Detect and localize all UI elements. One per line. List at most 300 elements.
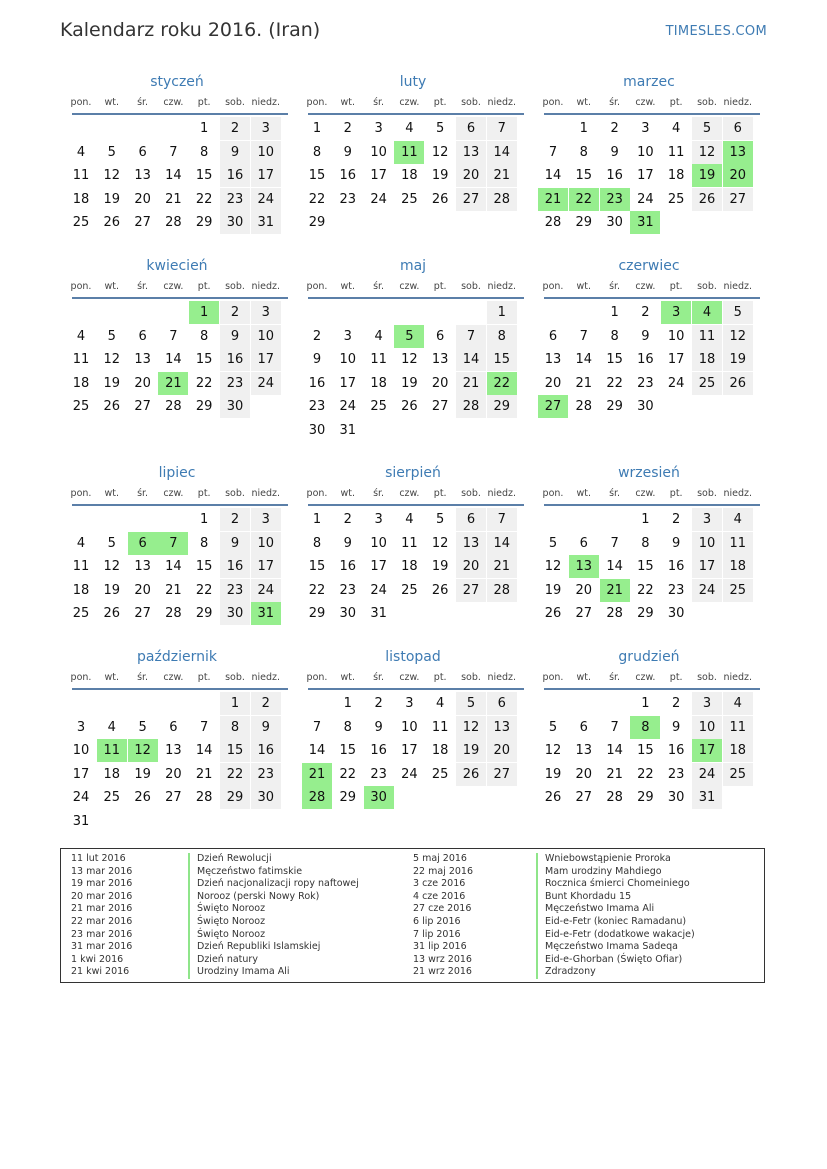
day-cell[interactable]: 4 [405,512,414,527]
day-cell[interactable]: 30 [606,215,623,230]
day-cell[interactable]: 12 [456,716,486,739]
day-cell[interactable]: 17 [692,739,722,762]
day-cell[interactable]: 11 [431,719,449,735]
day-cell[interactable]: 6 [128,532,158,555]
day-cell[interactable]: 10 [401,719,418,735]
day-cell[interactable]: 3 [251,508,281,531]
day-cell[interactable]: 25 [72,606,90,621]
day-cell[interactable]: 15 [308,168,326,183]
day-cell[interactable]: 29 [195,399,213,414]
day-cell[interactable]: 25 [401,191,418,207]
day-cell[interactable]: 3 [661,301,691,324]
day-cell[interactable]: 28 [456,395,486,418]
day-cell[interactable]: 25 [723,763,753,786]
day-cell[interactable]: 26 [401,399,418,414]
day-cell[interactable]: 6 [138,144,147,160]
day-cell[interactable]: 28 [487,579,517,602]
day-cell[interactable]: 31 [370,606,387,621]
day-cell[interactable]: 28 [165,215,182,230]
day-cell[interactable]: 10 [370,144,387,160]
day-cell[interactable]: 11 [723,716,753,739]
day-cell[interactable]: 5 [107,535,116,551]
day-cell[interactable]: 3 [251,117,281,140]
day-cell[interactable]: 14 [544,168,562,183]
day-cell[interactable]: 19 [456,739,486,762]
day-cell[interactable]: 1 [312,121,322,136]
day-cell[interactable]: 16 [251,739,281,762]
day-cell[interactable]: 7 [548,144,558,160]
day-cell[interactable]: 23 [637,375,654,391]
day-cell[interactable]: 27 [723,188,753,211]
day-cell[interactable]: 20 [165,766,182,782]
day-cell[interactable]: 9 [374,719,383,735]
day-cell[interactable]: 5 [723,301,753,324]
day-cell[interactable]: 30 [308,422,326,438]
day-cell[interactable]: 3 [251,301,281,324]
day-cell[interactable]: 21 [575,375,593,391]
day-cell[interactable]: 11 [667,144,685,160]
day-cell[interactable]: 22 [637,582,654,598]
day-cell[interactable]: 20 [431,375,449,391]
day-cell[interactable]: 30 [667,606,685,621]
day-cell[interactable]: 8 [641,535,650,551]
day-cell[interactable]: 21 [302,763,332,786]
day-cell[interactable]: 22 [195,375,213,391]
day-cell[interactable]: 18 [370,375,387,391]
day-cell[interactable]: 4 [692,301,722,324]
day-cell[interactable]: 4 [374,328,383,344]
day-cell[interactable]: 13 [456,532,486,555]
day-cell[interactable]: 15 [637,743,654,758]
day-cell[interactable]: 31 [251,211,281,234]
day-cell[interactable]: 10 [370,535,387,551]
day-cell[interactable]: 20 [134,582,151,598]
day-cell[interactable]: 13 [487,716,517,739]
day-cell[interactable]: 27 [575,790,593,805]
day-cell[interactable]: 28 [195,790,213,805]
day-cell[interactable]: 14 [456,348,486,371]
day-cell[interactable]: 23 [667,582,685,598]
day-cell[interactable]: 30 [220,395,250,418]
day-cell[interactable]: 5 [436,121,445,136]
day-cell[interactable]: 26 [544,606,562,621]
day-cell[interactable]: 12 [544,559,562,574]
day-cell[interactable]: 7 [312,719,322,735]
day-cell[interactable]: 29 [637,790,654,805]
day-cell[interactable]: 4 [76,535,86,551]
day-cell[interactable]: 24 [637,191,654,207]
day-cell[interactable]: 4 [76,144,86,160]
day-cell[interactable]: 24 [692,763,722,786]
day-cell[interactable]: 5 [107,144,116,160]
day-cell[interactable]: 28 [544,215,562,230]
day-cell[interactable]: 18 [667,168,685,183]
day-cell[interactable]: 14 [165,352,182,367]
day-cell[interactable]: 6 [579,719,588,735]
day-cell[interactable]: 15 [487,348,517,371]
day-cell[interactable]: 15 [308,559,326,574]
day-cell[interactable]: 15 [637,559,654,574]
day-cell[interactable]: 28 [487,188,517,211]
day-cell[interactable]: 18 [723,555,753,578]
day-cell[interactable]: 22 [339,766,357,782]
day-cell[interactable]: 7 [169,328,178,344]
day-cell[interactable]: 21 [165,191,182,207]
day-cell[interactable]: 26 [134,790,151,805]
day-cell[interactable]: 1 [487,301,517,324]
day-cell[interactable]: 18 [103,766,121,782]
day-cell[interactable]: 16 [308,375,326,391]
day-cell[interactable]: 20 [544,375,562,391]
day-cell[interactable]: 16 [667,743,685,758]
day-cell[interactable]: 5 [548,719,558,735]
day-cell[interactable]: 24 [692,579,722,602]
day-cell[interactable]: 8 [200,328,209,344]
day-cell[interactable]: 3 [374,121,383,136]
day-cell[interactable]: 1 [220,692,250,715]
day-cell[interactable]: 6 [487,692,517,715]
day-cell[interactable]: 12 [401,352,418,367]
day-cell[interactable]: 15 [220,739,250,762]
day-cell[interactable]: 5 [107,328,116,344]
day-cell[interactable]: 23 [600,188,630,211]
day-cell[interactable]: 2 [610,121,619,136]
day-cell[interactable]: 19 [103,582,121,598]
day-cell[interactable]: 20 [575,766,593,782]
day-cell[interactable]: 31 [251,602,281,625]
day-cell[interactable]: 15 [606,352,623,367]
day-cell[interactable]: 16 [637,352,654,367]
day-cell[interactable]: 16 [667,559,685,574]
day-cell[interactable]: 2 [220,301,250,324]
day-cell[interactable]: 18 [401,559,418,574]
day-cell[interactable]: 8 [220,716,250,739]
day-cell[interactable]: 22 [195,191,213,207]
day-cell[interactable]: 27 [538,395,568,418]
day-cell[interactable]: 20 [487,739,517,762]
day-cell[interactable]: 24 [251,372,281,395]
day-cell[interactable]: 27 [134,215,151,230]
day-cell[interactable]: 15 [195,352,213,367]
day-cell[interactable]: 23 [251,763,281,786]
day-cell[interactable]: 12 [431,535,449,551]
day-cell[interactable]: 22 [487,372,517,395]
day-cell[interactable]: 2 [220,508,250,531]
day-cell[interactable]: 22 [606,375,623,391]
day-cell[interactable]: 13 [569,555,599,578]
day-cell[interactable]: 11 [723,532,753,555]
day-cell[interactable]: 30 [637,399,654,414]
day-cell[interactable]: 11 [72,352,90,367]
day-cell[interactable]: 16 [339,168,357,183]
day-cell[interactable]: 16 [339,559,357,574]
day-cell[interactable]: 12 [103,559,121,574]
day-cell[interactable]: 25 [103,790,121,805]
day-cell[interactable]: 2 [672,512,681,527]
day-cell[interactable]: 27 [431,399,449,414]
day-cell[interactable]: 8 [610,328,619,344]
day-cell[interactable]: 4 [672,121,681,136]
day-cell[interactable]: 17 [251,555,281,578]
day-cell[interactable]: 23 [308,399,326,414]
day-cell[interactable]: 26 [431,191,449,207]
day-cell[interactable]: 7 [579,328,588,344]
day-cell[interactable]: 14 [165,559,182,574]
day-cell[interactable]: 22 [569,188,599,211]
day-cell[interactable]: 20 [456,164,486,187]
day-cell[interactable]: 24 [667,375,685,391]
day-cell[interactable]: 26 [103,399,121,414]
day-cell[interactable]: 17 [251,348,281,371]
day-cell[interactable]: 8 [312,144,322,160]
day-cell[interactable]: 26 [431,582,449,598]
day-cell[interactable]: 29 [195,606,213,621]
day-cell[interactable]: 29 [575,215,593,230]
day-cell[interactable]: 16 [220,555,250,578]
day-cell[interactable]: 21 [158,372,188,395]
day-cell[interactable]: 8 [312,535,322,551]
day-cell[interactable]: 29 [308,606,326,621]
day-cell[interactable]: 9 [672,719,681,735]
day-cell[interactable]: 31 [630,211,660,234]
day-cell[interactable]: 19 [723,348,753,371]
day-cell[interactable]: 10 [251,532,281,555]
brand-link[interactable]: TIMESLES.COM [665,24,767,39]
day-cell[interactable]: 1 [579,121,588,136]
day-cell[interactable]: 25 [72,215,90,230]
day-cell[interactable]: 29 [606,399,623,414]
day-cell[interactable]: 10 [692,716,722,739]
day-cell[interactable]: 1 [641,696,650,711]
day-cell[interactable]: 3 [374,512,383,527]
day-cell[interactable]: 5 [138,719,147,735]
day-cell[interactable]: 9 [220,325,250,348]
day-cell[interactable]: 7 [610,719,619,735]
day-cell[interactable]: 18 [401,168,418,183]
day-cell[interactable]: 9 [672,535,681,551]
day-cell[interactable]: 23 [370,766,387,782]
day-cell[interactable]: 30 [251,786,281,809]
day-cell[interactable]: 8 [200,144,209,160]
day-cell[interactable]: 19 [401,375,418,391]
day-cell[interactable]: 13 [134,559,151,574]
day-cell[interactable]: 10 [692,532,722,555]
day-cell[interactable]: 3 [343,328,352,344]
day-cell[interactable]: 16 [220,164,250,187]
day-cell[interactable]: 27 [134,606,151,621]
day-cell[interactable]: 1 [610,305,619,320]
day-cell[interactable]: 15 [575,168,593,183]
day-cell[interactable]: 11 [692,325,722,348]
day-cell[interactable]: 26 [103,606,121,621]
day-cell[interactable]: 10 [637,144,654,160]
day-cell[interactable]: 19 [134,766,151,782]
day-cell[interactable]: 4 [723,692,753,715]
day-cell[interactable]: 19 [431,559,449,574]
day-cell[interactable]: 20 [723,164,753,187]
day-cell[interactable]: 11 [401,535,418,551]
day-cell[interactable]: 26 [544,790,562,805]
day-cell[interactable]: 16 [606,168,623,183]
day-cell[interactable]: 27 [575,606,593,621]
day-cell[interactable]: 22 [195,582,213,598]
day-cell[interactable]: 7 [487,117,517,140]
day-cell[interactable]: 31 [692,786,722,809]
day-cell[interactable]: 25 [723,579,753,602]
day-cell[interactable]: 10 [667,328,685,344]
day-cell[interactable]: 14 [606,743,623,758]
day-cell[interactable]: 28 [575,399,593,414]
day-cell[interactable]: 11 [72,559,90,574]
day-cell[interactable]: 6 [436,328,445,344]
day-cell[interactable]: 24 [370,191,387,207]
day-cell[interactable]: 3 [641,121,650,136]
day-cell[interactable]: 24 [339,399,357,414]
day-cell[interactable]: 28 [165,606,182,621]
day-cell[interactable]: 26 [103,215,121,230]
day-cell[interactable]: 30 [364,786,394,809]
day-cell[interactable]: 18 [72,375,90,391]
day-cell[interactable]: 8 [343,719,352,735]
day-cell[interactable]: 21 [538,188,568,211]
day-cell[interactable]: 22 [308,582,326,598]
day-cell[interactable]: 8 [200,535,209,551]
day-cell[interactable]: 6 [456,508,486,531]
day-cell[interactable]: 12 [431,144,449,160]
day-cell[interactable]: 20 [134,375,151,391]
day-cell[interactable]: 4 [405,121,414,136]
day-cell[interactable]: 23 [339,582,357,598]
day-cell[interactable]: 13 [431,352,449,367]
day-cell[interactable]: 17 [370,168,387,183]
day-cell[interactable]: 20 [575,582,593,598]
day-cell[interactable]: 4 [107,719,116,735]
day-cell[interactable]: 14 [308,743,326,758]
day-cell[interactable]: 28 [606,790,623,805]
day-cell[interactable]: 27 [487,763,517,786]
day-cell[interactable]: 24 [401,766,418,782]
day-cell[interactable]: 29 [339,790,357,805]
day-cell[interactable]: 5 [456,692,486,715]
day-cell[interactable]: 5 [436,512,445,527]
day-cell[interactable]: 30 [339,606,357,621]
day-cell[interactable]: 14 [575,352,593,367]
day-cell[interactable]: 26 [692,188,722,211]
day-cell[interactable]: 22 [220,763,250,786]
day-cell[interactable]: 26 [723,372,753,395]
day-cell[interactable]: 14 [165,168,182,183]
day-cell[interactable]: 13 [134,352,151,367]
day-cell[interactable]: 5 [394,325,424,348]
day-cell[interactable]: 16 [220,348,250,371]
day-cell[interactable]: 21 [606,766,623,782]
day-cell[interactable]: 4 [723,508,753,531]
day-cell[interactable]: 19 [544,766,562,782]
day-cell[interactable]: 4 [436,696,445,711]
day-cell[interactable]: 11 [97,739,127,762]
day-cell[interactable]: 17 [667,352,685,367]
day-cell[interactable]: 25 [431,766,449,782]
day-cell[interactable]: 11 [394,141,424,164]
day-cell[interactable]: 31 [72,813,90,829]
day-cell[interactable]: 2 [312,328,322,344]
day-cell[interactable]: 21 [456,372,486,395]
day-cell[interactable]: 9 [610,144,619,160]
day-cell[interactable]: 2 [672,696,681,711]
day-cell[interactable]: 7 [169,144,178,160]
day-cell[interactable]: 9 [220,532,250,555]
day-cell[interactable]: 2 [374,696,383,711]
day-cell[interactable]: 12 [128,739,158,762]
day-cell[interactable]: 29 [487,395,517,418]
day-cell[interactable]: 12 [103,352,121,367]
day-cell[interactable]: 2 [220,117,250,140]
day-cell[interactable]: 13 [544,352,562,367]
day-cell[interactable]: 18 [431,743,449,758]
day-cell[interactable]: 26 [456,763,486,786]
day-cell[interactable]: 1 [189,301,219,324]
day-cell[interactable]: 17 [370,559,387,574]
day-cell[interactable]: 23 [220,188,250,211]
day-cell[interactable]: 5 [692,117,722,140]
day-cell[interactable]: 12 [723,325,753,348]
day-cell[interactable]: 27 [456,188,486,211]
day-cell[interactable]: 2 [641,305,650,320]
day-cell[interactable]: 29 [195,215,213,230]
day-cell[interactable]: 19 [103,191,121,207]
day-cell[interactable]: 19 [431,168,449,183]
day-cell[interactable]: 25 [72,399,90,414]
day-cell[interactable]: 10 [251,141,281,164]
day-cell[interactable]: 15 [339,743,357,758]
day-cell[interactable]: 13 [456,141,486,164]
day-cell[interactable]: 9 [312,352,322,367]
day-cell[interactable]: 11 [72,168,90,183]
day-cell[interactable]: 27 [456,579,486,602]
day-cell[interactable]: 16 [370,743,387,758]
day-cell[interactable]: 25 [667,191,685,207]
day-cell[interactable]: 9 [251,716,281,739]
day-cell[interactable]: 9 [641,328,650,344]
day-cell[interactable]: 6 [579,535,588,551]
day-cell[interactable]: 21 [195,766,213,782]
day-cell[interactable]: 1 [200,121,209,136]
day-cell[interactable]: 27 [134,399,151,414]
day-cell[interactable]: 9 [343,144,352,160]
day-cell[interactable]: 6 [169,719,178,735]
day-cell[interactable]: 30 [220,602,250,625]
day-cell[interactable]: 18 [692,348,722,371]
day-cell[interactable]: 7 [610,535,619,551]
day-cell[interactable]: 7 [158,532,188,555]
day-cell[interactable]: 10 [72,743,90,758]
day-cell[interactable]: 21 [165,582,182,598]
day-cell[interactable]: 24 [370,582,387,598]
day-cell[interactable]: 19 [544,582,562,598]
day-cell[interactable]: 25 [370,399,387,414]
day-cell[interactable]: 12 [103,168,121,183]
day-cell[interactable]: 7 [487,508,517,531]
day-cell[interactable]: 18 [72,191,90,207]
day-cell[interactable]: 18 [723,739,753,762]
day-cell[interactable]: 19 [692,164,722,187]
day-cell[interactable]: 13 [165,743,182,758]
day-cell[interactable]: 17 [72,766,90,782]
day-cell[interactable]: 7 [456,325,486,348]
day-cell[interactable]: 3 [692,692,722,715]
day-cell[interactable]: 6 [138,328,147,344]
day-cell[interactable]: 17 [401,743,418,758]
